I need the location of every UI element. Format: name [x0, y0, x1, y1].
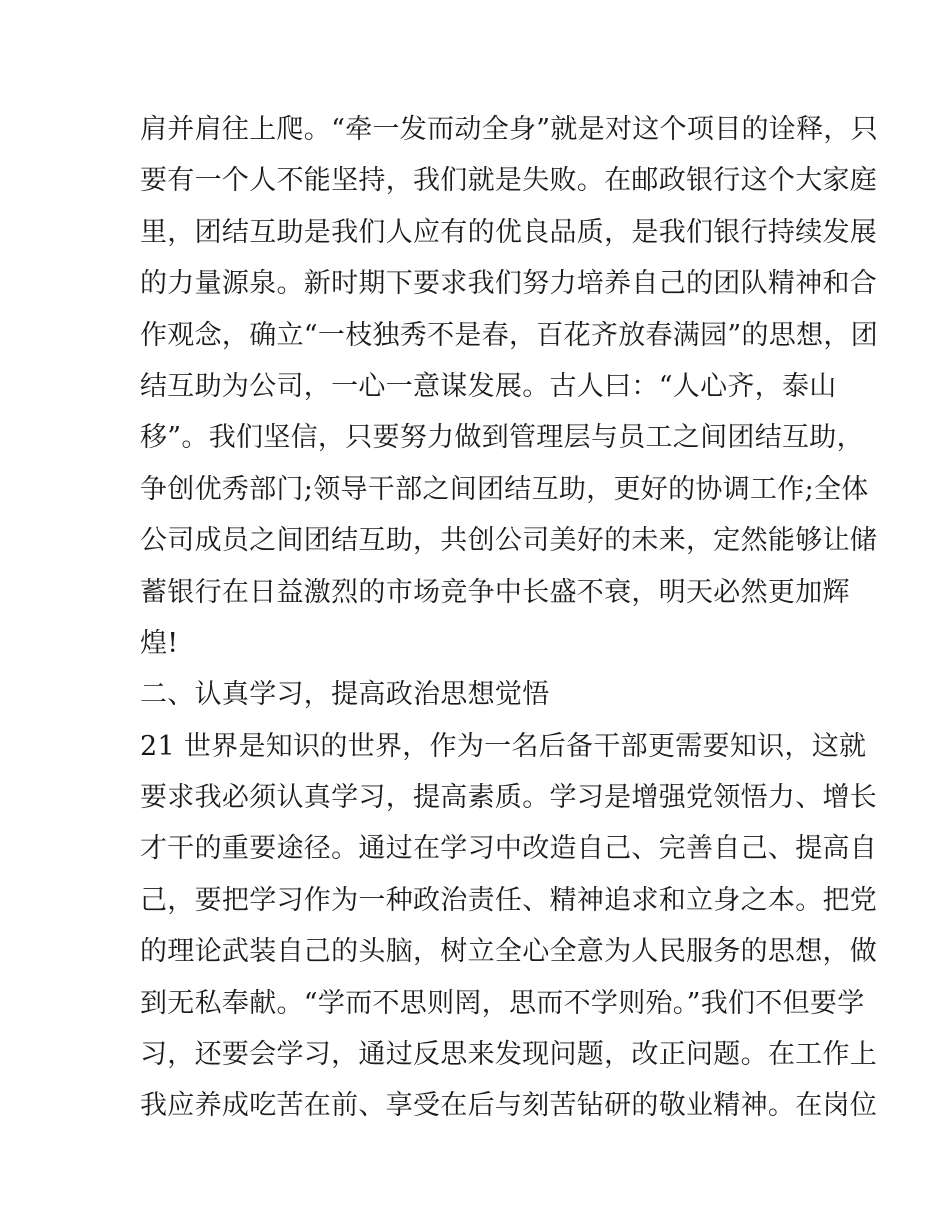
text-line-10: 蓄银行在日益激烈的市场竞争中长盛不衰，明天必然更加辉 [140, 576, 850, 608]
text-line-5: 作观念，确立“一枝独秀不是春，百花齐放春满园”的思想，团 [140, 319, 879, 351]
text-line-4: 的力量源泉。新时期下要求我们努力培养自己的团队精神和合 [140, 268, 878, 300]
text-line-14: 要求我必须认真学习，提高素质。学习是增强党领悟力、增长 [140, 782, 878, 814]
text-line-2: 要有一个人不能坚持，我们就是失败。在邮政银行这个大家庭 [140, 165, 878, 197]
text-line-9: 公司成员之间团结互助，共创公司美好的未来，定然能够让储 [140, 525, 878, 557]
text-line-13: 21 世界是知识的世界，作为一名后备干部更需要知识，这就 [140, 730, 867, 762]
section-heading: 二、认真学习，提高政治思想觉悟 [140, 679, 550, 711]
text-line-20: 我应养成吃苦在前、享受在后与刻苦钻研的敬业精神。在岗位 [140, 1090, 878, 1122]
text-line-11: 煌! [140, 627, 179, 659]
text-line-1: 肩并肩往上爬。“牵一发而动全身”就是对这个项目的诠释，只 [140, 114, 879, 145]
text-line-18: 到无私奉献。“学而不思则罔，思而不学则殆。”我们不但要学 [140, 987, 865, 1019]
text-line-19: 习，还要会学习，通过反思来发现问题，改正问题。在工作上 [140, 1039, 878, 1071]
text-line-15: 才干的重要途径。通过在学习中改造自己、完善自己、提高自 [140, 833, 878, 865]
text-line-6: 结互助为公司，一心一意谋发展。古人曰：“人心齐，泰山 [140, 370, 837, 402]
document-body [140, 104, 879, 1132]
text-line-7: 移”。我们坚信，只要努力做到管理层与员工之间团结互助， [140, 422, 864, 454]
text-line-16: 己，要把学习作为一种政治责任、精神追求和立身之本。把党 [140, 884, 878, 916]
text-line-8: 争创优秀部门;领导干部之间团结互助，更好的协调工作;全体 [140, 473, 869, 505]
text-line-3: 里，团结互助是我们人应有的优良品质，是我们银行持续发展 [140, 216, 878, 248]
text-line-17: 的理论武装自己的头脑，树立全心全意为人民服务的思想，做 [140, 936, 878, 968]
